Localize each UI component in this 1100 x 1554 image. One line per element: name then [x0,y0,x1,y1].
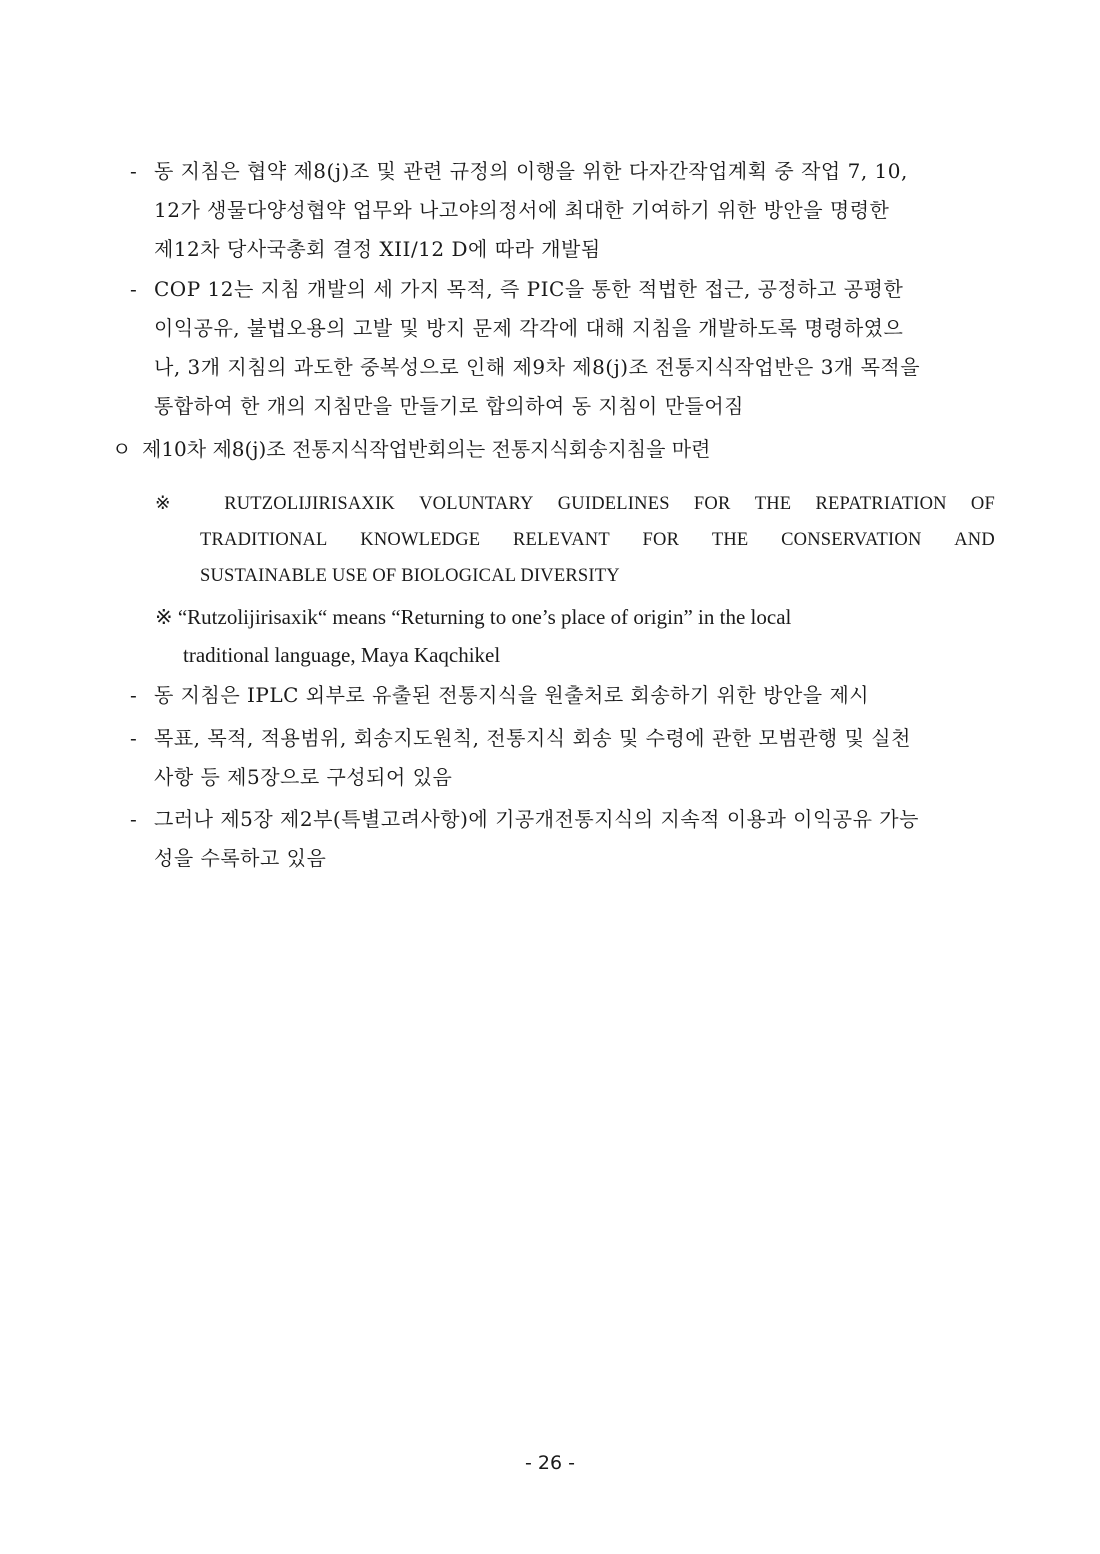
text-line: 동 지침은 협약 제8(j)조 및 관련 규정의 이행을 위한 다자간작업계획 중 작업 7, 10, [154,159,908,183]
note-word: OF [970,494,995,514]
note-word: SUSTAINABLE USE OF BIOLOGICAL DIVERSITY [200,566,620,586]
note-word: FOR [693,494,731,514]
dash-item-text [154,719,996,797]
dash-bullet: - [130,277,137,301]
dash-item-1 [130,152,996,269]
text-line: 나, 3개 지침의 과도한 중복성으로 인해 제9차 제8(j)조 전통지식작업반은 3개 목적을 [154,355,921,379]
circle-bullet: ㅇ [112,437,132,461]
circle-item [112,430,992,469]
note-word: AND [954,530,995,550]
note-word: FOR [642,530,680,550]
dash-item-text [154,800,996,878]
note-mark: ※ [155,605,173,629]
dash-bullet: - [130,726,137,750]
dash-bullet: - [130,683,137,707]
note-word: TRADITIONAL [200,530,328,550]
text-line: 통합하여 한 개의 지침만을 만들기로 합의하여 동 지침이 만들어짐 [154,394,744,418]
dash-item-2 [130,270,996,426]
note-line-2: traditional language, Maya Kaqchikel [183,643,501,667]
note-rutzolijirisaxik-meaning [155,598,995,674]
note-word: REPATRIATION [815,494,947,514]
note-guidelines-title [155,486,995,594]
dash-item-text [154,152,996,269]
page-number: - 26 - [525,1452,575,1474]
note-word: RELEVANT [512,530,610,550]
note-line-1 [155,598,995,636]
dash-item-4 [130,719,996,797]
dash-item-5 [130,800,996,878]
note-row-1 [155,486,995,522]
note-row-2 [155,522,995,558]
dash-item-text [154,676,996,715]
note-word: CONSERVATION [781,530,922,550]
note-word: THE [711,530,749,550]
note-word: THE [754,494,792,514]
text-line: 이익공유, 불법오용의 고발 및 방지 문제 각각에 대해 지침을 개발하도록 명령하였으 [154,316,904,340]
text-line: 성을 수록하고 있음 [154,846,327,870]
text-line: 그러나 제5장 제2부(특별고려사항)에 기공개전통지식의 지속적 이용과 이익공유 가능 [154,807,919,831]
note-row-3 [155,558,995,594]
note-word: RUTZOLIJIRISAXIK [224,494,395,514]
dash-item-text [154,270,996,426]
note-word: GUIDELINES [557,494,670,514]
dash-bullet: - [130,807,137,831]
text-line: 12가 생물다양성협약 업무와 나고야의정서에 최대한 기여하기 위한 방안을 명령한 [154,198,890,222]
note-text: “Rutzolijirisaxik“ means “Returning to one’s place of origin” in the local [177,605,792,629]
circle-item-text: 제10차 제8(j)조 전통지식작업반회의는 전통지식회송지침을 마련 [142,437,711,461]
text-line: 목표, 목적, 적용범위, 회송지도원칙, 전통지식 회송 및 수령에 관한 모범관행 및 실천 [154,726,911,750]
note-word: KNOWLEDGE [360,530,481,550]
text-line: 제12차 당사국총회 결정 XII/12 D에 따라 개발됨 [154,237,601,261]
text-line: COP 12는 지침 개발의 세 가지 목적, 즉 PIC을 통한 적법한 접근, 공정하고 공평한 [154,277,904,301]
note-word: VOLUNTARY [419,494,534,514]
text-line: 사항 등 제5장으로 구성되어 있음 [154,765,453,789]
dash-bullet: - [130,159,137,183]
note-mark: ※ [155,494,171,514]
text-line: 동 지침은 IPLC 외부로 유출된 전통지식을 원출처로 회송하기 위한 방안을 제시 [154,683,870,707]
dash-item-3 [130,676,996,715]
